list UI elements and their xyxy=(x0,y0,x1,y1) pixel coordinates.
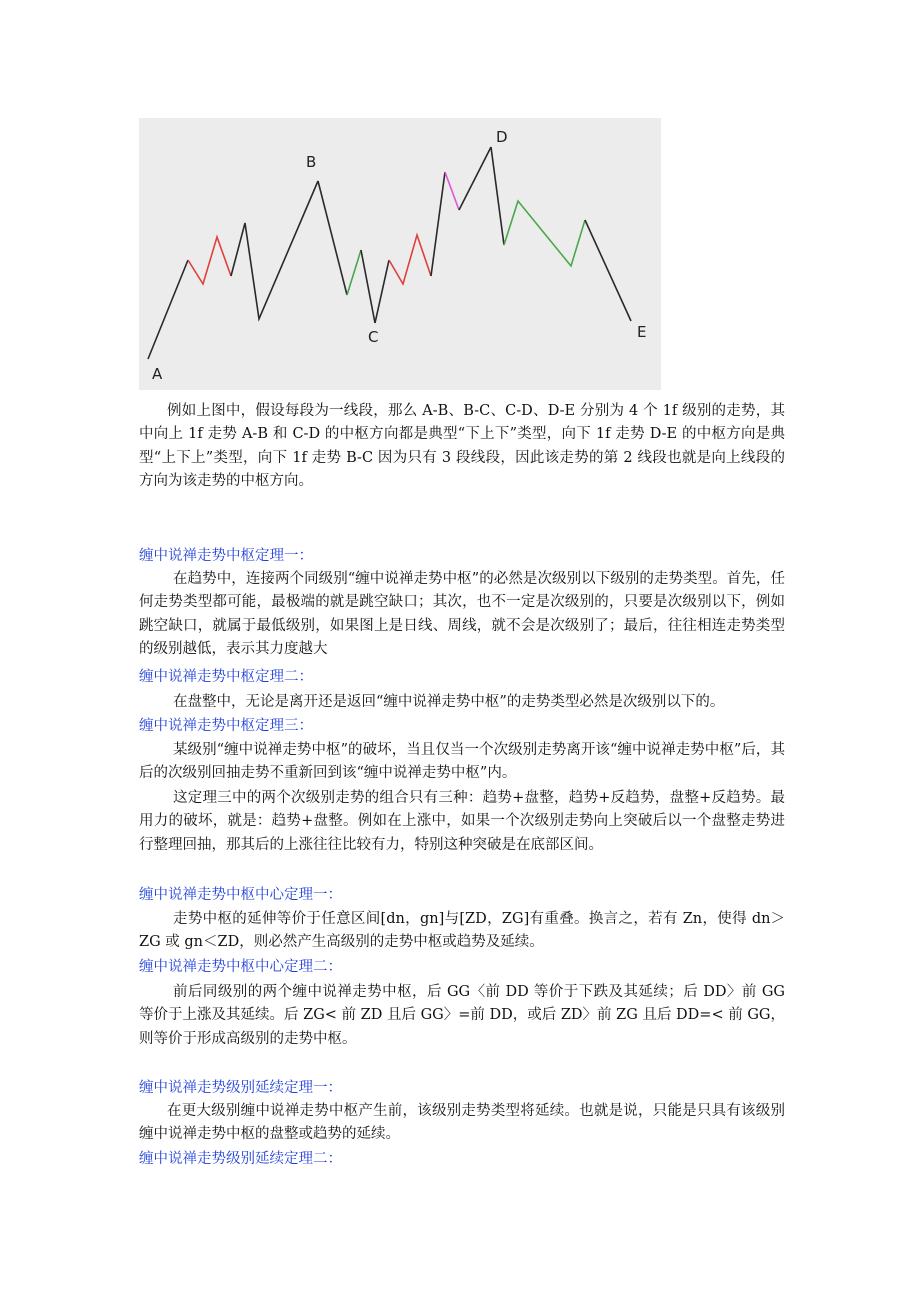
point-label-b: B xyxy=(306,153,317,171)
segment-ab-red xyxy=(188,237,231,284)
segment-cd-red xyxy=(389,235,431,284)
section-body-6: 在更大级别缠中说禅走势中枢产生前，该级别走势类型将延续。也就是说，只能是只具有该级别缠中说禅走势中枢的盘整或趋势的延续。 xyxy=(139,1103,785,1143)
trend-diagram xyxy=(139,118,661,390)
segment-cd-mid xyxy=(431,172,445,276)
section-heading-3: 缠中说禅走势中枢定理三： xyxy=(139,718,313,734)
section-body-3b: 这定理三中的两个次级别走势的组合只有三种：趋势+盘整，趋势+反趋势，盘整+反趋势。最用力的破坏，就是：趋势+盘整。例如在上涨中，如果一个次级别走势向上突破后以一个盘整走势进行整理回抽，那其后的上涨往往比较有力，特别这种突破是在底部区间。 xyxy=(139,790,785,853)
section-heading-5: 缠中说禅走势中枢中心定理二： xyxy=(139,959,342,975)
segment-cd-end xyxy=(459,147,491,210)
segment-bc xyxy=(318,181,347,295)
section-body-3: 某级别“缠中说禅走势中枢”的破坏，当且仅当一个次级别走势离开该“缠中说禅走势中枢”后，其后的次级别回抽走势不重新回到该“缠中说禅走势中枢”内。 xyxy=(139,742,785,782)
segment-ab-end xyxy=(231,181,318,319)
section-body-2: 在盘整中，无论是离开还是返回“缠中说禅走势中枢”的走势类型必然是次级别以下的。 xyxy=(173,694,725,710)
section-body-4: 走势中枢的延伸等价于任意区间[dn，gn]与[ZD，ZG]有重叠。换言之，若有 Zn，使得 dn＞ZG 或 gn＜ZD，则必然产生高级别的走势中枢或趋势及延续。 xyxy=(139,911,785,951)
section-heading-7: 缠中说禅走势级别延续定理二： xyxy=(139,1151,342,1167)
section-heading-1: 缠中说禅走势中枢定理一： xyxy=(139,548,313,564)
section-body-1: 在趋势中，连接两个同级别“缠中说禅走势中枢”的必然是次级别以下级别的走势类型。首先，任何走势类型都可能，最极端的就是跳空缺口；其次，也不一定是次级别的，只要是次级别以下，例如跳空缺口，就属于最低级别，如果图上是日线、周线，就不会是次级别了；最后，往往相连走势类型的级别越低，表示其力度越大 xyxy=(139,571,785,658)
segment-de-end xyxy=(585,220,631,321)
trend-diagram-figure xyxy=(139,118,661,390)
section-heading-2: 缠中说禅走势中枢定理二： xyxy=(139,669,313,685)
segment-cd-start xyxy=(375,260,389,323)
segment-cd-magenta xyxy=(445,172,459,210)
point-label-e: E xyxy=(637,323,647,341)
section-heading-6: 缠中说禅走势级别延续定理一： xyxy=(139,1080,342,1096)
segment-bc-end xyxy=(361,250,375,323)
point-label-a: A xyxy=(152,365,163,383)
segment-de-green xyxy=(504,201,585,266)
segment-de-start xyxy=(491,147,504,245)
segment-ab-start xyxy=(148,260,188,359)
section-heading-4: 缠中说禅走势中枢中心定理一： xyxy=(139,887,342,903)
intro-paragraph: 例如上图中，假设每段为一线段，那么 A-B、B-C、C-D、D-E 分别为 4 个 1f 级别的走势，其中向上 1f 走势 A-B 和 C-D 的中枢方向都是典型“下上下”类型，向下 1f 走势 D-E 的中枢方向是典型“上下上”类型，向下 1f 走势 B-C 因为只有 3 段线段，因此该走势的第 2 线段也就是向上线段的方向为该走势的中枢方向。 xyxy=(139,403,785,490)
point-label-c: C xyxy=(368,328,379,346)
point-label-d: D xyxy=(496,128,508,146)
section-body-5: 前后同级别的两个缠中说禅走势中枢，后 GG〈前 DD 等价于下跌及其延续；后 DD〉前 GG 等价于上涨及其延续。后 ZG< 前 ZD 且后 GG〉=前 DD，或后 ZD〉前 ZG 且后 DD=< 前 GG，则等价于形成高级别的走势中枢。 xyxy=(139,984,785,1047)
segment-bc-green xyxy=(347,250,361,295)
